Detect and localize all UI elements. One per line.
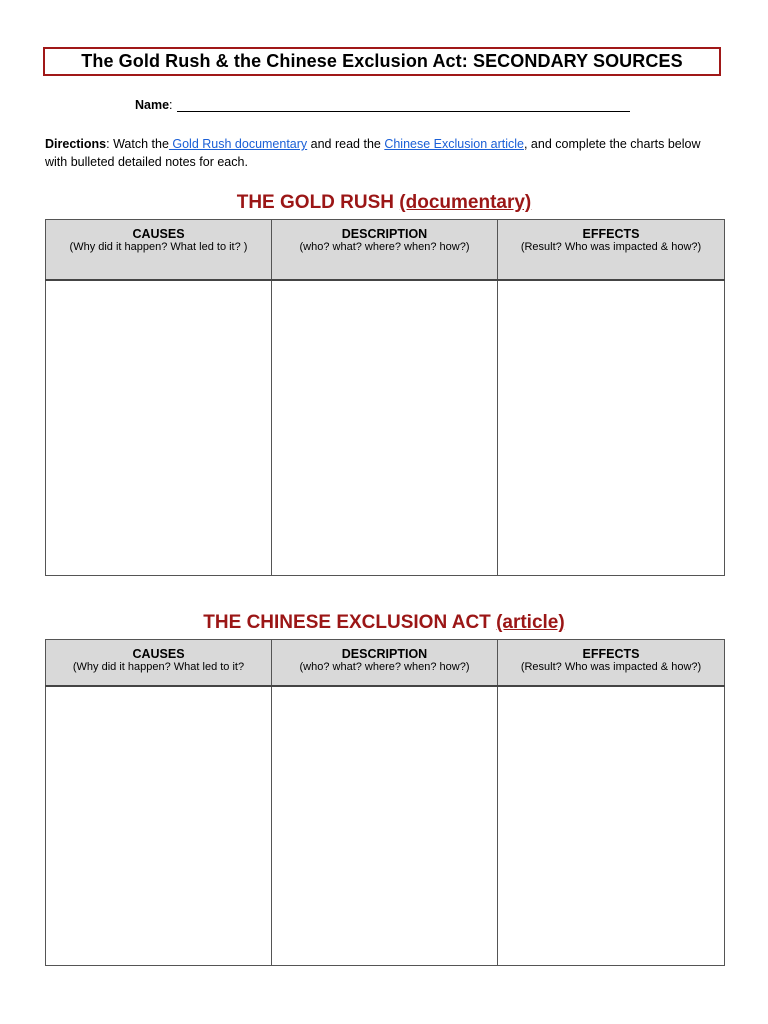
gold-rush-chart <box>45 219 725 576</box>
causes-header-sub: (Why did it happen? What led to it? <box>72 661 245 673</box>
causes-header-sub: (Why did it happen? What led to it? ) <box>69 241 248 253</box>
directions-label: Directions <box>45 137 107 151</box>
table-header-row <box>46 640 725 687</box>
description-header-sub: (who? what? where? when? how?) <box>299 241 470 253</box>
gold-rush-documentary-link[interactable]: Gold Rush documentary <box>168 137 308 151</box>
gold-rush-section-title <box>45 192 723 214</box>
effects-header <box>498 640 725 687</box>
description-notes-cell[interactable] <box>272 686 498 966</box>
name-colon: : <box>169 98 173 112</box>
description-header-title: DESCRIPTION <box>341 647 428 661</box>
causes-header <box>46 640 272 687</box>
causes-header <box>46 220 272 281</box>
directions <box>45 135 725 171</box>
effects-header-sub: (Result? Who was impacted & how?) <box>520 241 702 253</box>
description-notes-cell[interactable] <box>272 280 498 576</box>
description-header-sub: (who? what? where? when? how?) <box>299 661 470 673</box>
effects-header <box>498 220 725 281</box>
exclusion-act-chart <box>45 639 725 966</box>
description-header-title: DESCRIPTION <box>341 227 428 241</box>
effects-notes-cell[interactable] <box>498 280 725 576</box>
effects-notes-cell[interactable] <box>498 686 725 966</box>
exclusion-act-section-title <box>45 612 723 634</box>
effects-header-title: EFFECTS <box>582 227 640 241</box>
causes-header-title: CAUSES <box>132 647 185 661</box>
table-header-row <box>46 220 725 281</box>
causes-header-title: CAUSES <box>132 227 185 241</box>
effects-header-title: EFFECTS <box>582 647 640 661</box>
table-row <box>46 280 725 576</box>
name-field[interactable] <box>177 98 630 112</box>
directions-text-2: and read the <box>307 137 385 151</box>
causes-notes-cell[interactable] <box>46 686 272 966</box>
description-header <box>272 220 498 281</box>
exclusion-act-title-text: THE CHINESE EXCLUSION ACT <box>203 612 497 633</box>
directions-text-3: , and complete the charts below with bulleted detailed notes for each. <box>45 137 701 169</box>
chinese-exclusion-article-link[interactable]: Chinese Exclusion article <box>384 137 524 151</box>
page-title: The Gold Rush & the Chinese Exclusion Act: SECONDARY SOURCES <box>43 47 721 76</box>
effects-header-sub: (Result? Who was impacted & how?) <box>520 661 702 673</box>
table-row <box>46 686 725 966</box>
causes-notes-cell[interactable] <box>46 280 272 576</box>
description-header <box>272 640 498 687</box>
gold-rush-subtitle-link[interactable]: (documentary) <box>399 192 532 213</box>
name-label: Name <box>135 98 170 112</box>
directions-text-1: : Watch the <box>106 137 169 151</box>
gold-rush-title-text: THE GOLD RUSH <box>236 192 400 213</box>
exclusion-act-subtitle-link[interactable]: (article) <box>496 612 565 633</box>
name-row <box>135 98 630 112</box>
